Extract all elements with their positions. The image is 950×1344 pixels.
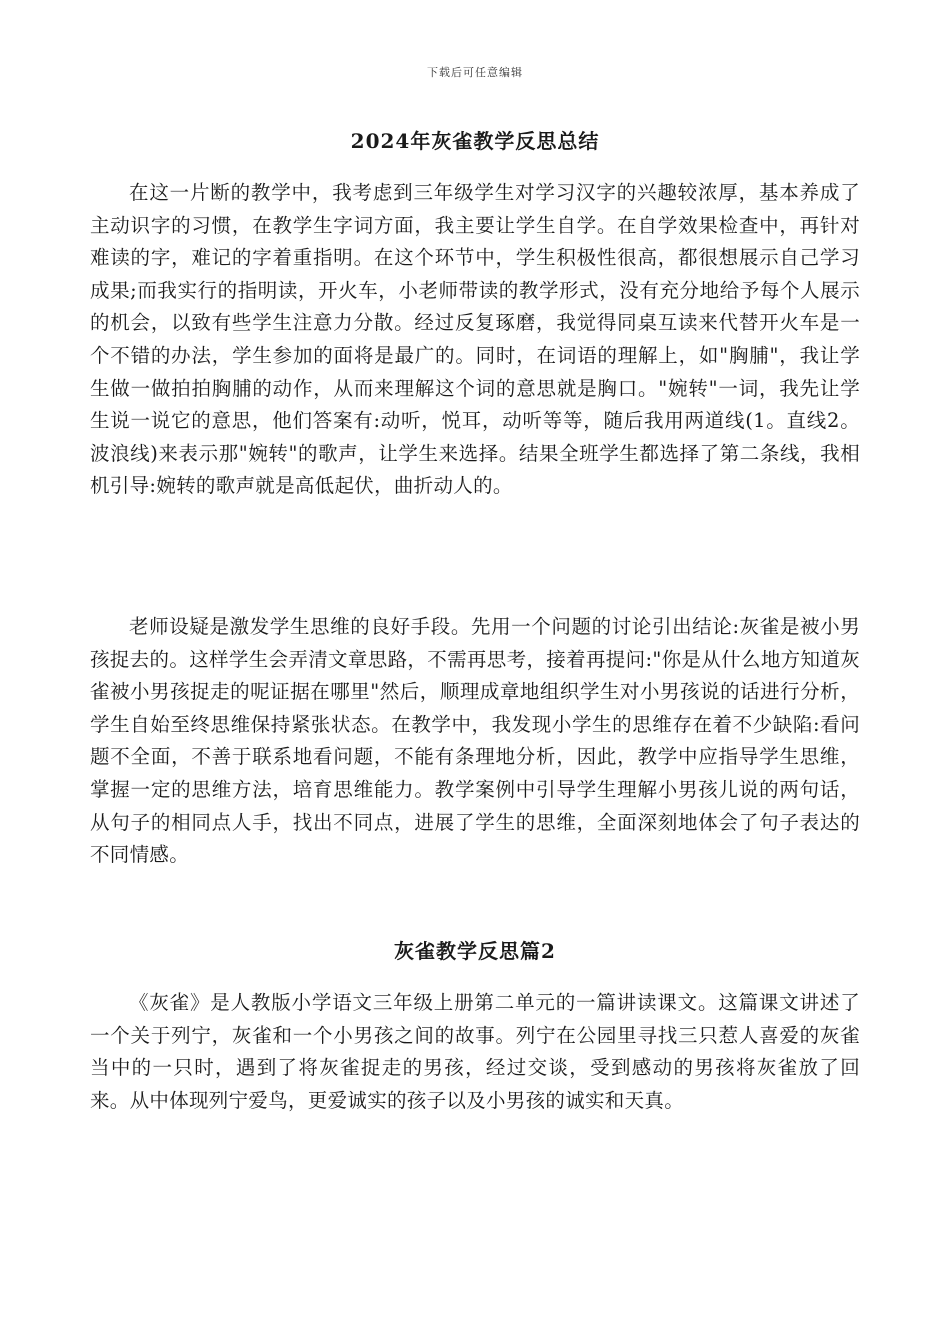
section-paragraph: 《灰雀》是人教版小学语文三年级上册第二单元的一篇讲读课文。这篇课文讲述了一个关于列宁，灰雀和一个小男孩之间的故事。列宁在公园里寻找三只惹人喜爱的灰雀当中的一只时，遇到了将灰雀捉走的男孩，经过交谈，受到感动的男孩将灰雀放了回来。从中体现列宁爱鸟，更爱诚实的孩子以及小男孩的诚实和天真。 xyxy=(90,991,860,1112)
header-note: 下载后可任意编辑 xyxy=(427,66,523,79)
section-title: 灰雀教学反思篇2 xyxy=(394,939,556,963)
document-title: 2024年灰雀教学反思总结 xyxy=(350,129,600,153)
body-paragraph: 老师设疑是激发学生思维的良好手段。先用一个问题的讨论引出结论:灰雀是被小男孩捉去的。这样学生会弄清文章思路，不需再思考，接着再提问:"你是从什么地方知道灰雀被小男孩捉走的呢证据在哪里"然后，顺理成章地组织学生对小男孩说的话进行分析，学生自始至终思维保持紧张状态。在教学中，我发现小学生的思维存在着不少缺陷:看问题不全面，不善于联系地看问题，不能有条理地分析，因此，教学中应指导学生思维，掌握一定的思维方法，培育思维能力。教学案例中引导学生理解小男孩儿说的两句话，从句子的相同点人手，找出不同点，进展了学生的思维，全面深刻地体会了句子表达的不同情感。 xyxy=(90,615,860,867)
body-paragraph: 在这一片断的教学中，我考虑到三年级学生对学习汉字的兴趣较浓厚，基本养成了主动识字的习惯，在教学生字词方面，我主要让学生自学。在自学效果检查中，再针对难读的字，难记的字着重指明。在这个环节中，学生积极性很高，都很想展示自己学习成果;而我实行的指明读，开火车，小老师带读的教学形式，没有充分地给予每个人展示的机会，以致有些学生注意力分散。经过反复琢磨，我觉得同桌互读来代替开火车是一个不错的办法，学生参加的面将是最广的。同时，在词语的理解上，如"胸脯"，我让学生做一做拍拍胸脯的动作，从而来理解这个词的意思就是胸口。"婉转"一词，我先让学生说一说它的意思，他们答案有:动听，悦耳，动听等等，随后我用两道线(1。直线2。波浪线)来表示那"婉转"的歌声，让学生来选择。结果全班学生都选择了第二条线，我相机引导:婉转的歌声就是高低起伏，曲折动人的。 xyxy=(90,181,860,498)
